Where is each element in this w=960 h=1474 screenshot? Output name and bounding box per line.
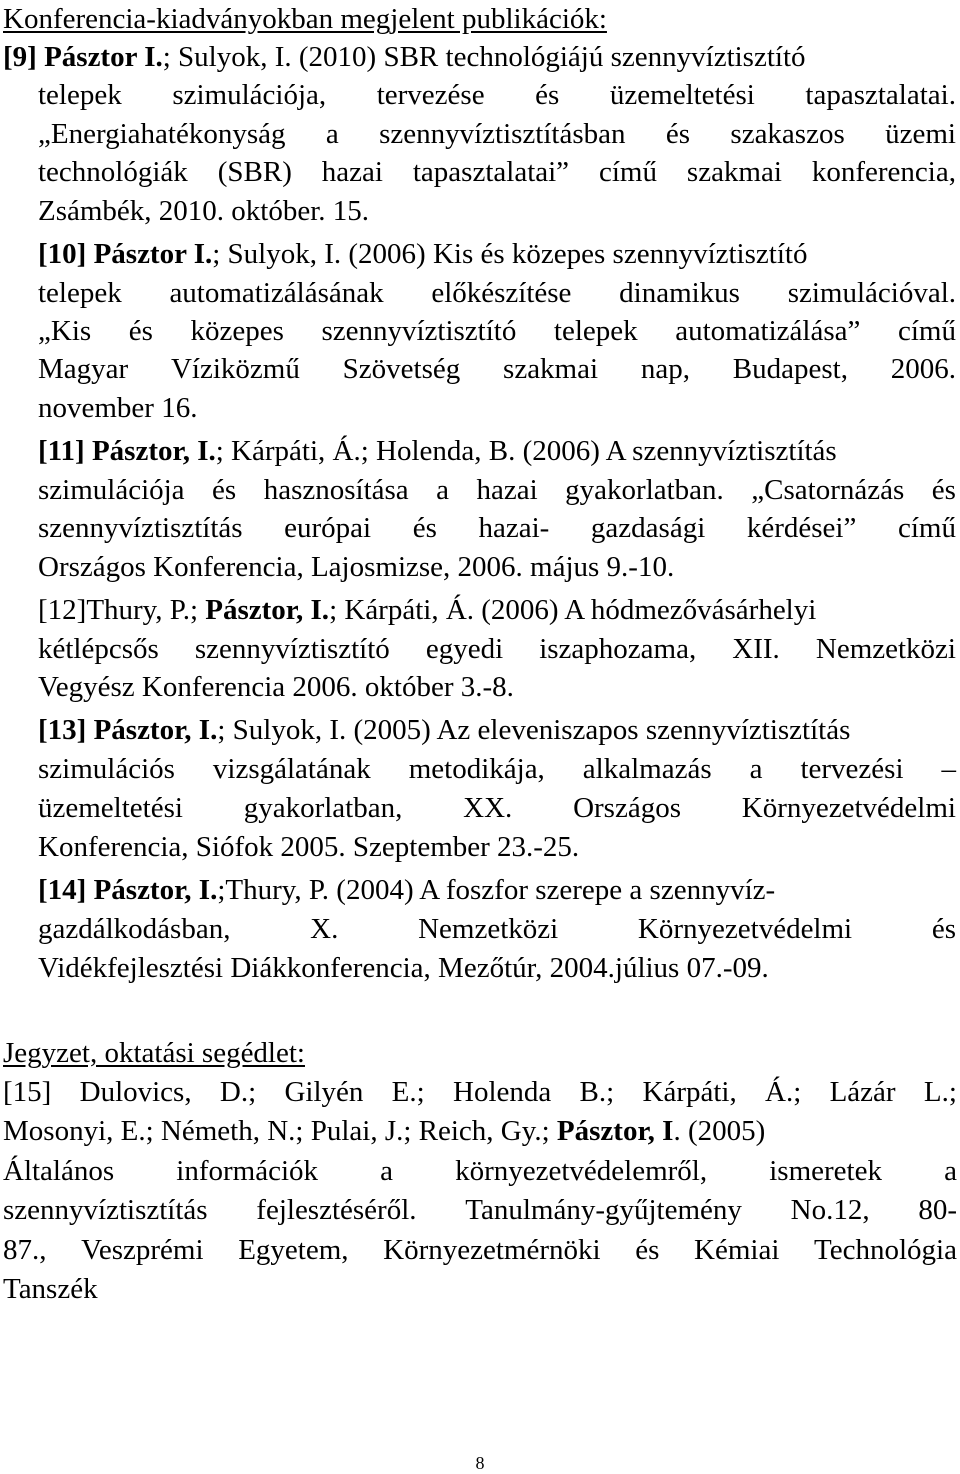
text-word: „Energiahatékonyság (38, 118, 286, 150)
reference-10-author-bold: [10] Pásztor I. (38, 238, 213, 270)
text-word: alkalmazás (582, 753, 712, 785)
text-word: Dulovics, (79, 1076, 192, 1108)
text-word: információk (176, 1155, 318, 1187)
text-word: Vegyész Konferencia 2006. október 3.-8. (38, 671, 514, 703)
reference-9-line-2 (38, 78, 956, 112)
text-word: üzemeltetési (38, 792, 183, 824)
text-word: L.; (923, 1076, 957, 1108)
reference-9-line-1 (3, 40, 806, 74)
text-word: XX. (463, 792, 513, 824)
text-word: automatizálása” (675, 315, 861, 347)
reference-12-line-3 (38, 670, 514, 704)
text-word: kérdései” (746, 512, 857, 544)
text-word: hazai (321, 156, 383, 188)
text-word: [15] (3, 1076, 52, 1108)
text-word: egyedi (425, 633, 504, 665)
reference-11-line-4 (38, 550, 674, 584)
reference-15-line-4 (3, 1193, 957, 1227)
text-word: Zsámbék, 2010. október. 15. (38, 195, 370, 227)
text-word: Környezetvédelmi (741, 792, 956, 824)
text-word: és (535, 79, 560, 111)
text-word: gazdasági (590, 512, 706, 544)
text-word: technológiák (38, 156, 188, 188)
text-word: „Kis (38, 315, 92, 347)
reference-13-line-3 (38, 791, 956, 825)
text-word: című (897, 512, 956, 544)
reference-13-line-2 (38, 752, 956, 786)
text-word: ; Kárpáti, Á. (2006) A hódmezővásárhelyi (329, 594, 817, 626)
text-word: X. (310, 913, 339, 945)
text-word: fejlesztéséről. (256, 1194, 417, 1226)
reference-12-line-1 (38, 593, 956, 627)
text-word: szennyvíztisztító (321, 315, 517, 347)
text-word: közepes (190, 315, 284, 347)
text-word: Egyetem, (238, 1234, 349, 1266)
text-word: „Csatornázás (751, 474, 905, 506)
text-word: konferencia, (811, 156, 956, 188)
reference-9-author-bold: [9] Pásztor I. (3, 41, 163, 73)
notes-heading: Jegyzet, oktatási segédlet: (3, 1037, 305, 1069)
text-word: metodikája, (408, 753, 545, 785)
text-word: Tanszék (3, 1273, 98, 1305)
reference-10-line-5 (38, 391, 197, 425)
reference-15-line-5 (3, 1233, 957, 1267)
text-word: vizsgálatának (212, 753, 371, 785)
text-word: Országos (573, 792, 681, 824)
text-word: üzemi (885, 118, 956, 150)
reference-15-line-2 (3, 1114, 765, 1148)
reference-14-author-bold: [14] Pásztor, I. (38, 874, 218, 906)
text-word: Tanulmány-gyűjtemény (465, 1194, 742, 1226)
text-word: dinamikus (619, 277, 740, 309)
text-word: Országos Konferencia, Lajosmizse, 2006. május 9.-10. (38, 551, 675, 583)
text-word: . (2005) (673, 1115, 766, 1147)
reference-15-author-bold: Pásztor, I (556, 1115, 674, 1147)
text-word: a (325, 118, 339, 150)
reference-9-text: ; Sulyok, I. (2010) SBR technológiájú szennyvíztisztító (162, 41, 806, 73)
text-word: ismeretek (769, 1155, 882, 1187)
text-word: Budapest, (732, 353, 848, 385)
page-number: 8 (475, 1453, 485, 1473)
text-word: szakaszos (730, 118, 845, 150)
reference-15-line-1 (3, 1075, 957, 1109)
text-word: ; Sulyok, I. (2006) Kis és közepes szennyvíztisztító (212, 238, 808, 270)
text-word: Holenda (453, 1076, 552, 1108)
text-word: szimulációja, (172, 79, 327, 111)
reference-11-line-1 (38, 434, 956, 468)
reference-9-line-3 (38, 117, 956, 151)
text-word: Környezetvédelmi (637, 913, 853, 945)
text-word: Kémiai (694, 1234, 780, 1266)
text-word: Veszprémi (81, 1234, 204, 1266)
reference-9-line-4 (38, 155, 956, 189)
reference-10-line-1 (38, 237, 956, 271)
text-word: a (944, 1155, 957, 1187)
text-word: E.; (391, 1076, 425, 1108)
text-word: Vidékfejlesztési Diákkonferencia, Mezőtúr, 2004.július 07.-09. (38, 952, 769, 984)
text-word: és (931, 913, 956, 945)
reference-11-line-3 (38, 511, 956, 545)
text-word: című (897, 315, 956, 347)
text-word: szimulációja (38, 474, 185, 506)
text-word: szennyvíztisztítás (38, 512, 243, 544)
reference-14-line-1 (38, 873, 956, 907)
text-word: Kárpáti, (642, 1076, 737, 1108)
text-word: Víziközmű (170, 353, 300, 385)
reference-12-line-2 (38, 632, 956, 666)
text-word: szakmai (503, 353, 599, 385)
text-word: Á.; (765, 1076, 802, 1108)
text-word: szimulációs (38, 753, 175, 785)
text-word: tapasztalatai” (412, 156, 570, 188)
reference-10-line-2 (38, 276, 956, 310)
text-word: [12]Thury, P.; (38, 594, 206, 626)
reference-14-line-3 (38, 951, 769, 985)
text-word: és (128, 315, 153, 347)
text-word: 80- (918, 1194, 957, 1226)
text-word: környezetvédelemről, (455, 1155, 708, 1187)
text-word: szennyvíztisztító (194, 633, 390, 665)
text-word: Nemzetközi (418, 913, 559, 945)
text-word: Környezetmérnöki (383, 1234, 601, 1266)
conference-publications-heading: Konferencia-kiadványokban megjelent publikációk: (3, 3, 607, 35)
text-word: XII. (732, 633, 780, 665)
text-word: Technológia (814, 1234, 957, 1266)
text-word: iszaphozama, (539, 633, 697, 665)
text-word: automatizálásának (169, 277, 384, 309)
text-word: és (635, 1234, 660, 1266)
text-word: Mosonyi, E.; Németh, N.; Pulai, J.; Reich, Gy.; (3, 1115, 557, 1147)
text-word: D.; (219, 1076, 257, 1108)
text-word: és (412, 512, 437, 544)
reference-15-line-3 (3, 1154, 957, 1188)
text-word: szennyvíztisztításban (379, 118, 626, 150)
reference-13-line-4 (38, 830, 579, 864)
text-word: 87., (3, 1234, 47, 1266)
text-word: nap, (640, 353, 690, 385)
reference-10-line-3 (38, 314, 956, 348)
text-word: B.; (579, 1076, 615, 1108)
reference-13-line-1 (38, 713, 956, 747)
reference-11-line-2 (38, 473, 956, 507)
text-word: telepek (38, 277, 122, 309)
text-word: Szövetség (342, 353, 461, 385)
reference-15-line-6 (3, 1272, 98, 1306)
text-word: Általános (3, 1155, 115, 1187)
text-word: Konferencia, Siófok 2005. Szeptember 23.-25. (38, 831, 580, 863)
text-word: szakmai (686, 156, 782, 188)
text-word: tervezési (800, 753, 904, 785)
reference-13-author-bold: [13] Pásztor, I. (38, 714, 218, 746)
text-word: (SBR) (217, 156, 292, 188)
text-word: telepek (38, 79, 122, 111)
text-word: november 16. (38, 392, 198, 424)
text-word: kétlépcsős (38, 633, 159, 665)
text-word: ;Thury, P. (2004) A foszfor szerepe a szennyvíz- (217, 874, 776, 906)
text-word: telepek (553, 315, 638, 347)
reference-9-line-5 (38, 194, 369, 228)
text-word: tervezése (376, 79, 485, 111)
text-word: – (941, 753, 956, 785)
text-word: 2006. (890, 353, 956, 385)
text-word: szennyvíztisztítás (3, 1194, 208, 1226)
text-word: üzemeltetési (609, 79, 755, 111)
text-word: gazdálkodásban, (38, 913, 231, 945)
text-word: Lázár (829, 1076, 896, 1108)
text-word: hasznosítása (263, 474, 409, 506)
text-word: gyakorlatban. (565, 474, 724, 506)
text-word: európai (284, 512, 372, 544)
text-word: és (931, 474, 956, 506)
text-word: hazai- (478, 512, 550, 544)
text-word: című (598, 156, 657, 188)
text-word: ; Kárpáti, Á.; Holenda, B. (2006) A szennyvíztisztítás (215, 435, 837, 467)
text-word: No.12, (790, 1194, 870, 1226)
reference-12-author-bold: Pásztor, I. (205, 594, 330, 626)
text-word: és (665, 118, 691, 150)
text-word: a (749, 753, 763, 785)
text-word: tapasztalatai. (805, 79, 956, 111)
text-word: gyakorlatban, (243, 792, 403, 824)
text-word: szimulációval. (787, 277, 956, 309)
text-word: a (380, 1155, 393, 1187)
text-word: a (436, 474, 450, 506)
text-word: Gilyén (284, 1076, 364, 1108)
text-word: ; Sulyok, I. (2005) Az eleveniszapos szennyvíztisztítás (217, 714, 851, 746)
text-word: Magyar (38, 353, 129, 385)
reference-11-author-bold: [11] Pásztor, I. (38, 435, 216, 467)
text-word: előkészítése (431, 277, 572, 309)
reference-10-line-4 (38, 352, 956, 386)
reference-14-line-2 (38, 912, 956, 946)
text-word: és (212, 474, 237, 506)
text-word: Nemzetközi (815, 633, 956, 665)
text-word: hazai (476, 474, 538, 506)
